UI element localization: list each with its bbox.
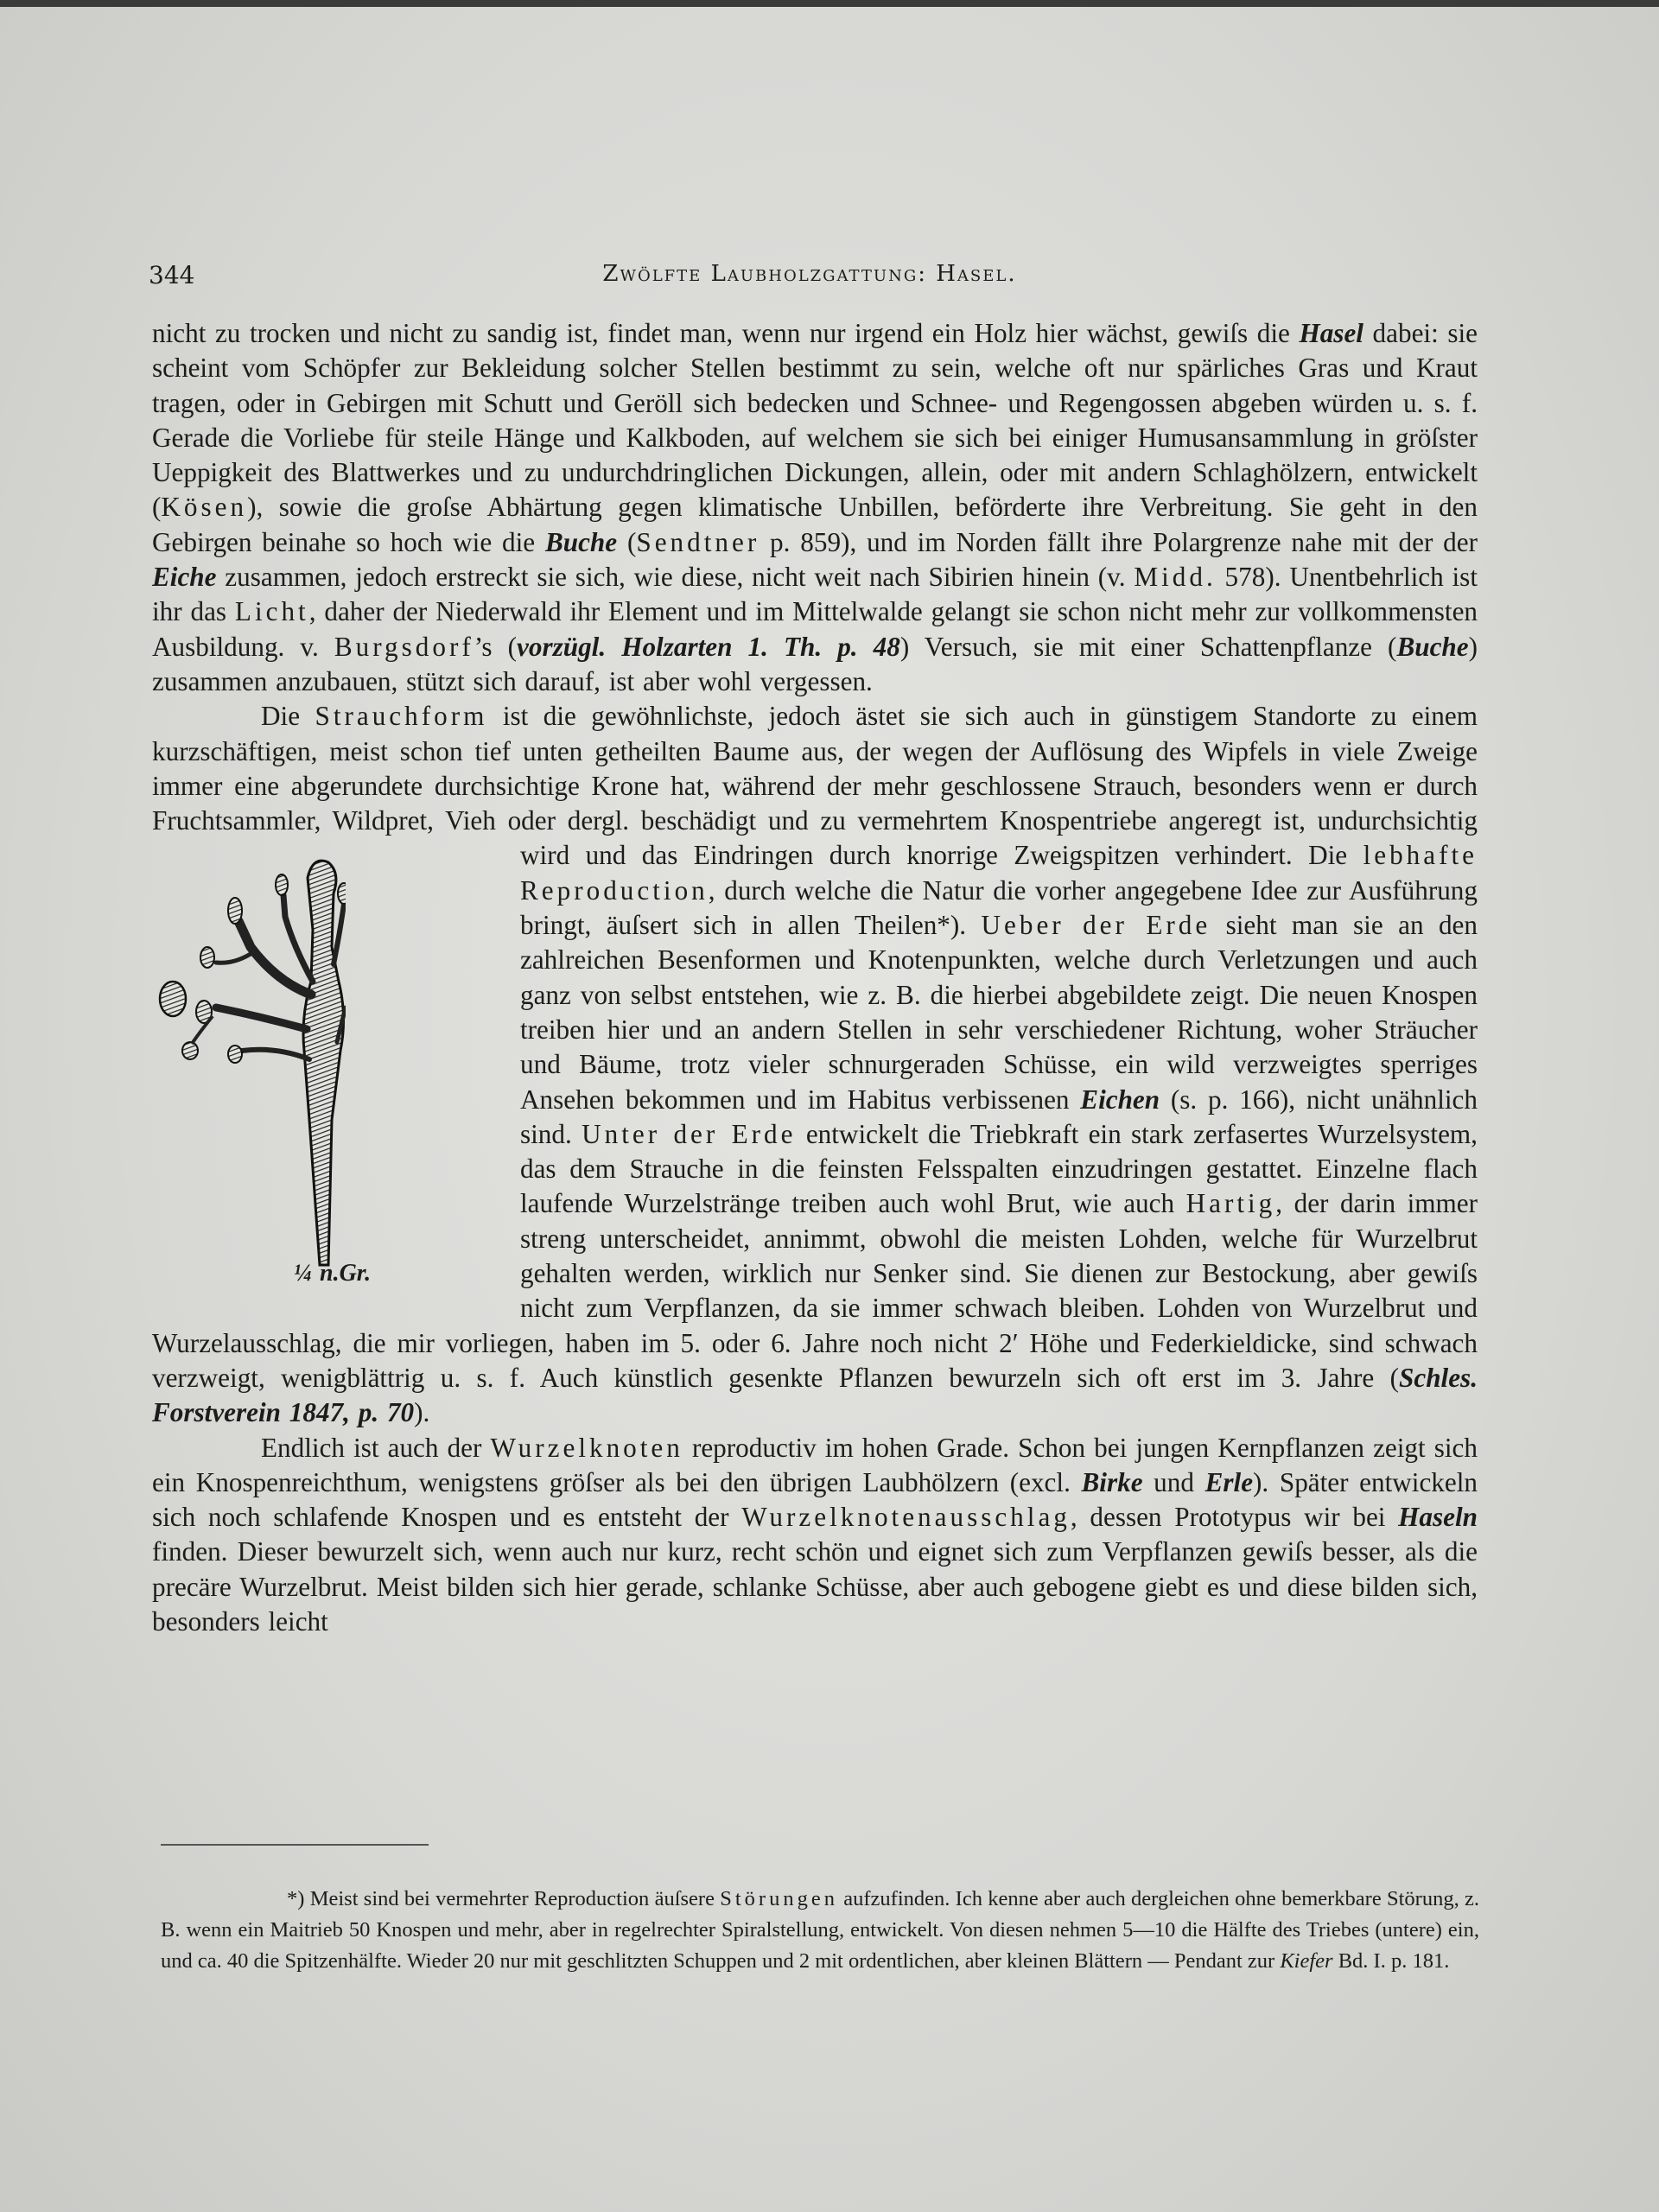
text-run: Störungen [720, 1887, 838, 1910]
scan-edge [0, 0, 1659, 7]
footnote [161, 1884, 1479, 1977]
text-run: Kösen [161, 492, 248, 523]
text-run: Erle [1205, 1466, 1254, 1497]
text-run: Midd. [1134, 562, 1217, 593]
figure-hazel-twig [152, 843, 505, 1317]
text-run: finden. Dieser bewurzelt sich, wenn auch nur kurz, recht schön und eignet sich zum Verpflanzen gewiſs besser, als die precäre Wurzelbrut. Meist bilden sich hier gerade, schlanke Schüsse, aber auch gebogene giebt es und diese bilden sich, besonders leicht [152, 1536, 1478, 1637]
text-run: Hartig [1185, 1188, 1276, 1219]
text-run: aufzufinden. Ich kenne aber auch dergleichen ohne bemerkbare Störung, z. B. wenn ein Maitrieb 50 Knospen und mehr, aber in regelrechter Spiralstellung, entwickelt. Von diesen nehmen 5—10 die Hälfte des Triebes (untere) ein, und ca. 40 die Spitzenhälfte. Wieder 20 nur mit geschlitzten Schuppen und 2 mit ordentlichen, aber kleinen Blättern — Pendant zur [161, 1887, 1479, 1973]
text-run: Ueber der Erde [981, 910, 1211, 941]
text-run: Buche [544, 526, 618, 557]
text-run: (s. p. 166), nicht unähnlich sind. [520, 1084, 1478, 1149]
page-number: 344 [149, 261, 195, 289]
text-run: Haseln [1398, 1502, 1478, 1533]
text-run: Die [261, 701, 315, 732]
text-run: Eiche [152, 562, 217, 593]
footnote-text [161, 1884, 1479, 1977]
text-run: Wurzelknotenausschlag [741, 1502, 1071, 1533]
text-run: Licht [234, 596, 309, 627]
text-run: Unter der Erde [582, 1118, 797, 1149]
scale-label: ¼ n.Gr. [294, 1260, 372, 1287]
text-run: dabei: sie scheint vom Schöpfer zur Bekleidung solcher Stellen bestimmt zu sein, welche oft nur spärliches Gras und Kraut tragen, oder in Gebirgen mit Schutt und Geröll sich bedecken und Schnee- und Regengossen abgeben würden u. s. f. Gerade die Vorliebe für steile Hänge und Kalkboden, auf welchem sie sich bei einiger Humusansammlung in gröſster Ueppigkeit des Blattwerkes und zu undurchdringlichen Dickungen, allein, oder mit andern Schlaghölzern, entwickelt ( [152, 318, 1478, 523]
text-run: ) Versuch, sie mit einer Schattenpflanze ( [899, 631, 1397, 662]
text-run: Bd. I. p. 181. [1332, 1949, 1450, 1973]
text-run: Endlich ist auch der [261, 1432, 491, 1463]
text-run: und [1142, 1466, 1205, 1497]
text-run: , dessen Prototypus wir bei [1070, 1502, 1399, 1533]
text-run: zusammen, jedoch erstreckt sie sich, wie diese, nicht weit nach Sibirien hinein (v. [216, 562, 1135, 593]
text-run: *) Meist sind bei vermehrter Reproduction äuſsere [287, 1887, 721, 1910]
text-run: Hasel [1299, 318, 1363, 348]
text-run: Eichen [1080, 1084, 1160, 1115]
text-run: Strauchform [315, 701, 488, 732]
text-run: Buche [1396, 631, 1469, 662]
text-run: ) zusammen anzubauen, stützt sich darauf, ist aber wohl vergessen. [152, 631, 1478, 696]
text-run: sieht man sie an den zahlreichen Besenformen und Knotenpunkten, welche durch Verletzungen und auch ganz von selbst entstehen, wie z. B. die hierbei abgebildete zeigt. Die neuen Knospen treiben hier und an andern Stellen in sehr verschiedener Richtung, woher Sträucher und Bäume, trotz vieler schnurgeraden Schüsse, ein wild verzweigtes sperriges Ansehen bekommen und im Habitus verbissenen [520, 910, 1478, 1115]
text-run: reproductiv im hohen Grade. Schon bei jungen Kernpflanzen zeigt sich ein Knospenreichthum, wenigstens gröſser als bei den übrigen Laubhölzern (excl. [152, 1432, 1478, 1497]
paragraph-1 [152, 316, 1478, 699]
text-run: ( [617, 526, 637, 557]
text-run: Kiefer [1280, 1949, 1333, 1973]
text-run: entwickelt die Triebkraft ein stark zerfasertes Wurzelsystem, das dem Strauche in die feinsten Felsspalten einzudringen gestattet. Einzelne flach laufende Wurzelstränge treiben auch wohl Brut, wie auch [520, 1118, 1478, 1219]
footnote-rule [161, 1844, 429, 1846]
text-run: ), sowie die groſse Abhärtung gegen klimatische Unbillen, beförderte ihre Verbreitung. Sie geht in den Gebirgen beinahe so hoch wie die [152, 492, 1478, 557]
hazel-twig-icon [156, 843, 346, 1293]
body-text [152, 316, 1478, 1639]
text-run: Sendtner [636, 526, 760, 557]
text-run: , daher der Niederwald ihr Element und im Mittelwalde gelangt sie schon nicht mehr zur vollkommensten Ausbildung. v. [152, 596, 1478, 662]
text-run: Wurzelknoten [490, 1432, 683, 1463]
paragraph-2 [152, 699, 1478, 1430]
text-run: vorzügl. Holzarten 1. Th. p. 48 [517, 631, 900, 662]
text-run: p. 859), und im Norden fällt ihre Polargrenze nahe mit der der [760, 526, 1478, 557]
text-run: nicht zu trocken und nicht zu sandig ist, findet man, wenn nur irgend ein Holz hier wächst, gewiſs die [152, 318, 1300, 348]
text-run: ). Später entwickeln sich noch schlafende Knospen und es entsteht der [152, 1466, 1478, 1533]
text-run: Burgsdorf [334, 631, 474, 662]
text-run: , durch welche die Natur die vorher angegebene Idee zur Ausführung bringt, äuſsert sich in allen Theilen*). [520, 874, 1478, 941]
text-run: , der darin immer streng unterscheidet, annimmt, obwohl die meisten Lohden, welche für Wurzelbrut gehalten werden, wirklich nur Senker sind. Sie dienen zur Bestockung, aber gewiſs nicht zum Verpflanzen, da sie immer schwach bleiben. Lohden von Wurzelbrut und Wurzelausschlag, die mir vorliegen, haben im 5. oder 6. Jahre noch nicht 2′ Höhe und Federkieldicke, sind schwach verzweigt, wenigblättrig u. s. f. Auch künstlich gesenkte Pflanzen bewurzeln sich oft erst im 3. Jahre ( [152, 1188, 1478, 1393]
running-title: Zwölfte Laubholzgattung: Hasel. [602, 261, 1017, 287]
text-run: 578). Unentbehrlich ist ihr das [152, 562, 1478, 627]
text-run: Schles. Forstverein 1847, p. 70 [152, 1362, 1478, 1428]
text-run: Birke [1081, 1466, 1143, 1497]
text-run: ist die gewöhnlichste, jedoch ästet sie sich auch in günstigem Standorte zu einem kurzschäftigen, meist schon tief unten getheilten Baume aus, der wegen der Auflösung des Wipfels in viele Zweige immer eine abgerundete durchsichtige Krone hat, während der mehr geschlossene Strauch, besonders wenn er durch Fruchtsammler, Wildpret, Vieh oder dergl. beschädigt und zu vermehrtem Knospentriebe angeregt ist, undurchsichtig wird und das Eindringen durch knorrige Zweigspitzen verhindert. Die [152, 701, 1478, 871]
text-run: ). [414, 1397, 430, 1428]
text-run: ’s ( [474, 631, 518, 662]
text-run: lebhafte Reproduction [520, 840, 1478, 906]
page-header [149, 261, 1471, 296]
paragraph-3 [152, 1431, 1478, 1640]
